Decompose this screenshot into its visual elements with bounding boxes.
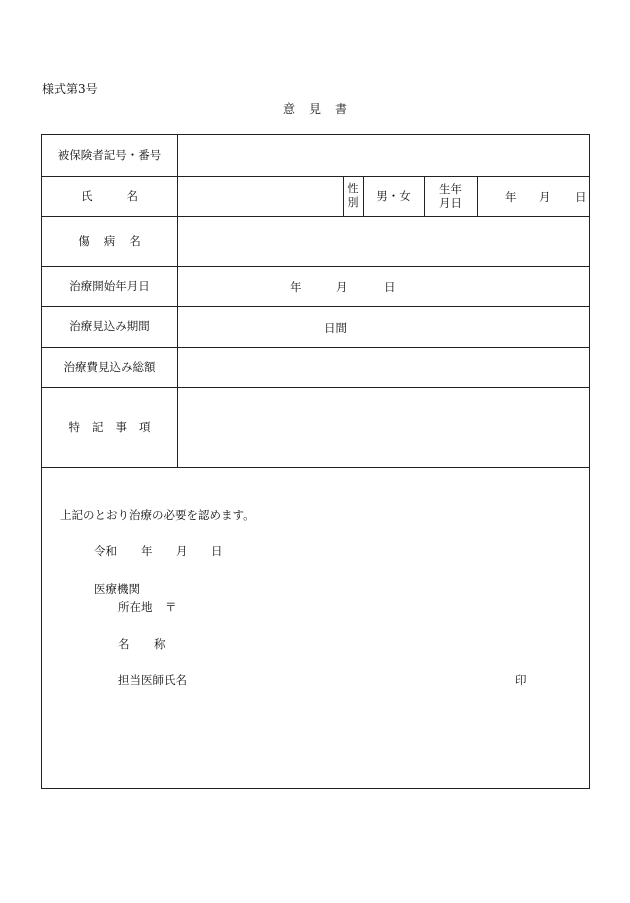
treatment-start-field[interactable] [178, 267, 590, 306]
treatment-period-field[interactable] [178, 307, 590, 347]
sex-options[interactable]: 男・女 [376, 188, 411, 203]
special-notes-field[interactable] [178, 388, 590, 467]
address-field[interactable] [182, 595, 562, 615]
certification-statement: 上記のとおり治療の必要を認めます。 [60, 508, 255, 522]
form-number: 様式第3号 [42, 82, 98, 96]
doctor-name-field[interactable] [192, 668, 502, 688]
opinion-form-table [41, 134, 590, 789]
postal-mark: 〒 [165, 600, 177, 614]
certification-day-unit: 日 [211, 544, 223, 558]
insured-number-label: 被保険者記号・番号 [57, 148, 162, 163]
name-label: 氏名 [81, 188, 172, 203]
birth-day-unit: 日 [575, 190, 587, 204]
birth-year-unit: 年 [505, 190, 517, 204]
document-title: 意見書 [282, 102, 361, 116]
birth-date-label: 生年 月日 [439, 181, 462, 210]
insured-number-field[interactable] [178, 135, 590, 176]
start-day-unit: 日 [384, 280, 396, 294]
injury-name-field[interactable] [178, 217, 590, 266]
sex-label: 性 別 [347, 182, 359, 209]
treatment-cost-label: 治療費見込み総額 [63, 359, 156, 374]
seal-mark: 印 [515, 673, 527, 687]
name-field[interactable] [178, 177, 343, 216]
institution-label: 医療機関 [94, 582, 140, 596]
treatment-start-label: 治療開始年月日 [69, 278, 150, 293]
special-notes-label: 特記事項 [68, 419, 163, 434]
period-unit: 日間 [324, 321, 347, 335]
birth-date-field[interactable] [478, 177, 590, 216]
certification-month-unit: 月 [176, 544, 188, 558]
injury-name-label: 傷病名 [78, 233, 155, 248]
institution-name-label-2: 称 [154, 637, 166, 651]
institution-name-field[interactable] [182, 632, 562, 652]
row-divider [42, 467, 589, 468]
address-label: 所在地 [118, 600, 153, 614]
treatment-cost-field[interactable] [178, 348, 590, 387]
start-year-unit: 年 [290, 280, 302, 294]
certification-era: 令和 [94, 544, 117, 558]
institution-name-label-1: 名 [118, 637, 130, 651]
birth-month-unit: 月 [539, 190, 551, 204]
start-month-unit: 月 [336, 280, 348, 294]
doctor-name-label: 担当医師氏名 [118, 673, 187, 687]
treatment-period-label: 治療見込み期間 [69, 319, 150, 334]
certification-year-unit: 年 [141, 544, 153, 558]
